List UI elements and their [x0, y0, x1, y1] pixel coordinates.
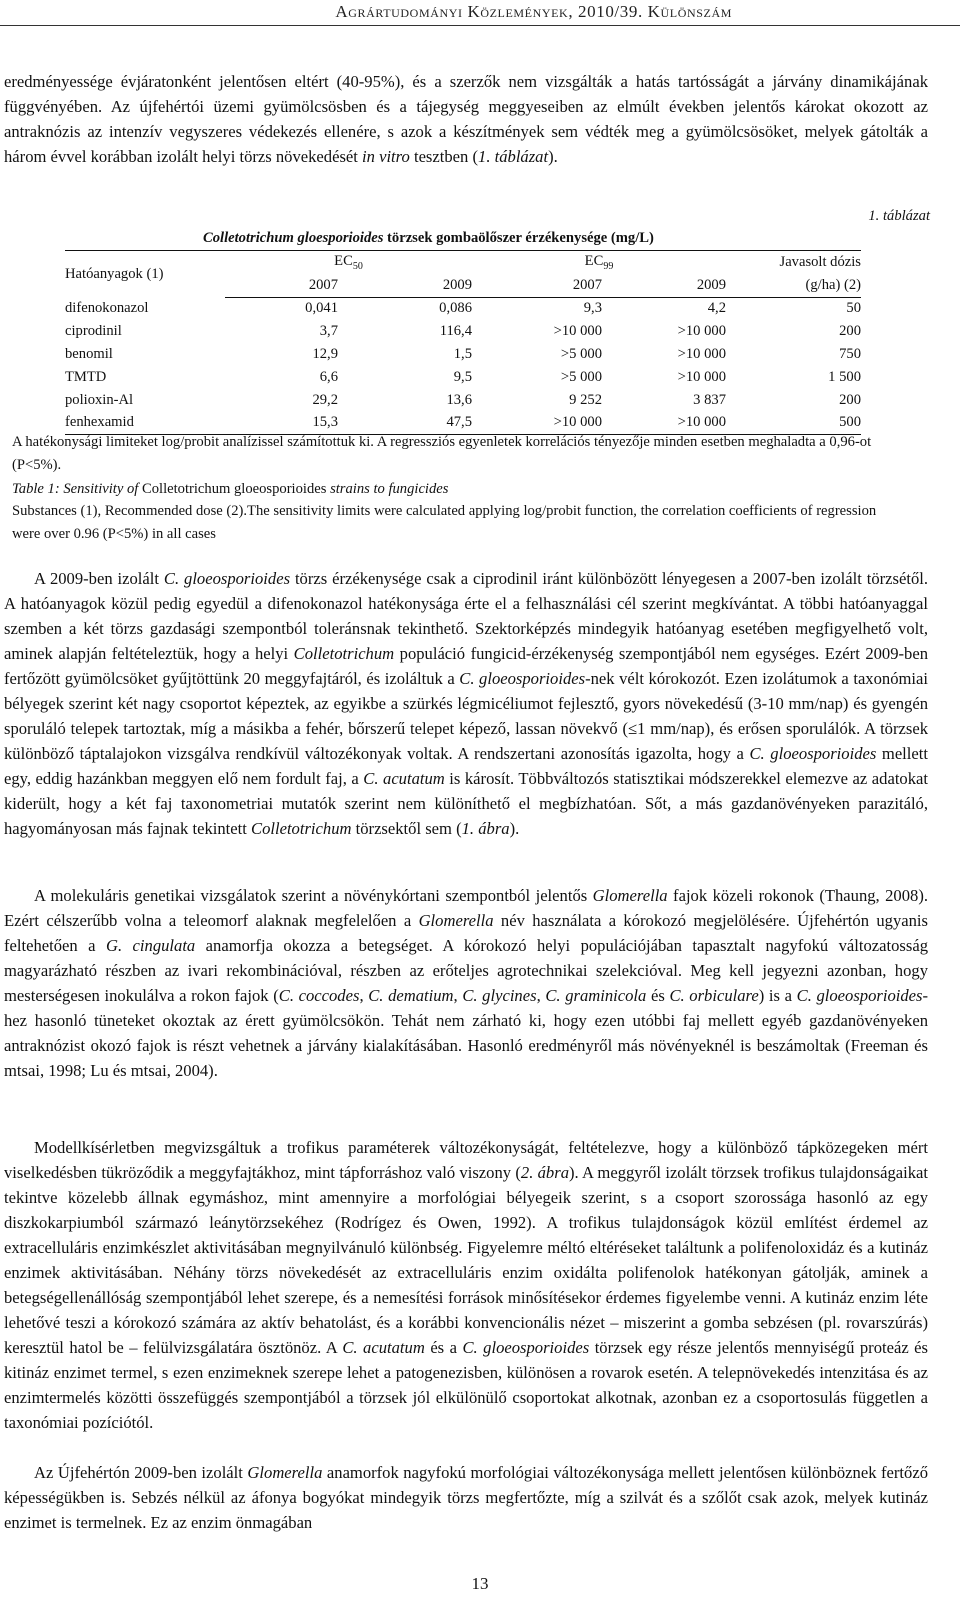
- ec99-2009: >10 000: [602, 412, 726, 435]
- ec99-2007: 9,3: [583, 300, 602, 317]
- substance-name: polioxin-Al: [65, 391, 134, 408]
- ec50-2007: 3,7: [319, 323, 338, 340]
- ec99-2007: >10 000: [553, 323, 602, 340]
- ec50-2009: 1,5: [453, 346, 472, 363]
- table-row: [65, 389, 861, 412]
- col-dose-line2: (g/ha) (2): [726, 274, 861, 297]
- dose: 500: [726, 412, 861, 435]
- substance-name: ciprodinil: [65, 323, 122, 340]
- ec99-2009: >10 000: [677, 323, 726, 340]
- ec50-2009: 13,6: [446, 391, 472, 408]
- dose: 1 500: [828, 368, 861, 385]
- dose: 50: [846, 300, 861, 317]
- ec50-2007: 15,3: [225, 412, 338, 435]
- ec99-2009: 3 837: [693, 391, 726, 408]
- paragraph-infection: Az Újfehértón 2009-ben izolált Glomerella anamorfok nagyfokú morfológiai változékonysága mellett jelentősen különböznek fertőző képességükben is. Sebzés nélkül az áfonya bogyókat mindegyik törzs megfertőzte, míg a szilvát és a szőlőt csak azok, melyek kutináz enzimet is termelnek. Ez az enzim önmagában: [4, 1463, 929, 1532]
- ec99-2009: >10 000: [677, 368, 726, 385]
- ec50-2009: 47,5: [338, 412, 472, 435]
- substance-name: fenhexamid: [65, 412, 225, 435]
- year-cell: 2009: [602, 274, 726, 297]
- ec99-2007: >10 000: [472, 412, 602, 435]
- col-dose-line1: Javasolt dózis: [779, 253, 861, 270]
- paragraph-results: A 2009-ben izolált C. gloeosporioides törzs érzékenysége csak a ciprodinil iránt különbözött lényegesen a 2007-ben izolált törzsétől. A hatóanyagok közül pedig egyedül a difenokonazol hatékonysága érte el a felhasználási cél szerint megkívántat. A többi hatóanyaggal szemben a két törzs gazdasági szempontból toleránsnak tekinthető. Szektorképzés mindegyik hatóanyag esetében megfigyelhető volt, aminek alapján feltételeztük, hogy a helyi Colletotrichum populáció fungicid-érzékenység szempontjából nem egységes. Ezért 2009-ben fertőzött gyümölcsöket gyűjtöttünk 20 meggyfajtáról, és izoláltuk a C. gloeosporioides-nek vélt kórokozót. Ezen izolátumok a taxonómiai bélyegek szerint két nagy csoportot képeztek, az egyikbe a szürkés légmicéliumot fejlesztő, gyors növekedésű (3-10 mm/nap) és gyengén sporuláló telepek tartoztak, míg a másikba a fehér, bőrszerű telepet képező, lassan növekvő (≤1 mm/nap), és erősen sporulálók. A törzsek különböző táptalajokon vizsgálva rendkívül változékonyak voltak. A rendszertani azonosítás igazolta, hogy a C. gloeosporioides mellett egy, eddig hazánkban meggyen elő nem fordult faj, a C. acutatum is károsít. Többváltozós statisztikai módszerekkel elemezve az adatokat kiderült, hogy a két faj taxonometriai mutatók szerint nem különíthető el megbízhatóan. Sőt, a más gazdanövényeken parazitáló, hagyományosan más fajnak tekintett Colletotrichum törzsektől sem (1. ábra).: [4, 569, 928, 838]
- table-note-hu: A hatékonysági limiteket log/probit analízissel számítottuk ki. A regressziós egyenletek korrelációs tényezője minden esetben meghaladta a 0,96-ot (P<5%).: [12, 434, 872, 473]
- year-cell: 2007: [472, 274, 602, 297]
- paragraph-intro: eredményessége évjáratonként jelentősen eltért (40-95%), és a szerzők nem vizsgálták a hatás tartósságát a járvány dinamikájának függvényében. Az újfehértói üzemi gyümölcsösben és a tájegység meggyeseiben az elmúlt években jelentős károkat okozott az antraknózis az intenzív vegyszeres védekezés ellenére, s azok a készítmények sem védték meg a gyümölcsösöket, melyek gátolták a három évvel korábban izolált helyi törzs növekedését in vitro tesztben (1. táblázat).: [4, 72, 928, 166]
- table-row: [65, 320, 861, 343]
- col-substance: Hatóanyagok (1): [65, 265, 164, 282]
- year-cell: 2007: [225, 274, 338, 297]
- dose: 200: [839, 391, 861, 408]
- substance-name: benomil: [65, 346, 113, 363]
- ec99-2009: >10 000: [677, 346, 726, 363]
- ec50-2009: 116,4: [439, 323, 472, 340]
- header-rule: [0, 25, 960, 26]
- substance-name: difenokonazol: [65, 300, 149, 317]
- paragraph-trophic: Modellkísérletben megvizsgáltuk a trofikus paraméterek változékonyságát, feltételezve, hogy a különböző tápközegeken mért viselkedésben tükröződik a meggyfajtákhoz, mint tápforráshoz való viszony (2. ábra). A meggyről izolált törzsek trofikus tulajdonságaikat tekintve közelebb állnak egymáshoz, mint amennyire a morfológiai bélyegeik szerint, s a csoport szorossága hasonló az egy diszkokarpiumból származó leánytörzsekéhez (Rodrígez és Owen, 1992). A trofikus tulajdonságok közül említést érdemel az extracelluláris enzimkészlet aktivitásában megnyilvánuló különbség. Figyelemre méltó eltéréseket találtunk a polifenoloxidáz és a kutináz enzimek aktivitásában. Néhány törzs növekedését az extracelluláris enzim oxidálta polifenolok hatékonyan gátolják, aminek a betegségellenállóság szempontjából lehet szerepe, és a nemesítési források minősítésekor érdemes figyelembe venni. A kutináz enzim léte lehetővé teszi a kórokozó számára az aktív behatolást, és a korábbi konvencionális nézet – miszerint a gomba sebzésen (pl. rovarszúrás) keresztül hatol be – felülvizsgálatára ösztönöz. A C. acutatum és a C. gloeosporioides törzsek egy része jelentős mennyiségű proteáz és kitináz enzimet termel, s ezen enzimeknek szerepe lehet a patogenezisben, különösen a rovarok esetén. A telepnövekedés intenzitása és az enzimtermelés közötti összefüggés szempontjából a törzsek jól elkülönülő csoportokat alkotnak, azonban ez a csoportosulás független a taxonómiai pozíciótól.: [4, 1138, 929, 1432]
- ec50-2007: 6,6: [319, 368, 338, 385]
- ec50-2007: 0,041: [305, 300, 338, 317]
- ec99-2007: >5 000: [560, 368, 602, 385]
- table-note-en: Substances (1), Recommended dose (2).The sensitivity limits were calculated applying log/probit function, the correlation coefficients of regression were over 0.96 (P<5%) in all cases: [12, 503, 877, 542]
- ec50-2009: 0,086: [439, 300, 472, 317]
- substance-name: TMTD: [65, 368, 107, 385]
- ec99-2007: >5 000: [560, 346, 602, 363]
- table-row: [65, 343, 861, 366]
- journal-title: Agrártudományi Közlemények, 2010/39. Különszám: [335, 2, 732, 21]
- table-row: [65, 297, 861, 320]
- table-title-en: Table 1: Sensitivity of Colletotrichum gloeosporioides strains to fungicides: [12, 481, 449, 497]
- table-label: 1. táblázat: [868, 208, 930, 224]
- ec50-2007: 12,9: [312, 346, 338, 363]
- year-cell: 2009: [338, 274, 472, 297]
- dose: 750: [839, 346, 861, 363]
- ec50-2007: 29,2: [312, 391, 338, 408]
- table-caption: Colletotrichum gloesporioides törzsek gombaölőszer érzékenysége (mg/L): [203, 230, 654, 246]
- fungicide-sensitivity-table: [65, 250, 861, 435]
- col-ec99: $EC_{99}$: [584, 252, 614, 272]
- ec99-2007: 9 252: [569, 391, 602, 408]
- running-header: [0, 0, 960, 26]
- ec50-2009: 9,5: [453, 368, 472, 385]
- dose: 200: [839, 323, 861, 340]
- page-number: 13: [471, 1574, 489, 1593]
- paragraph-molecular: A molekuláris genetikai vizsgálatok szerint a növénykórtani szempontból jelentős Glomerella fajok közeli rokonok (Thaung, 2008). Ezért célszerűbb volna a teleomorf alaknak megfelelően a Glomerella név használata a kórokozó megjelölésére. Újfehértón ugyanis feltehetően a G. cingulata anamorfja okozza a betegséget. A kórokozó helyi populációjában tapasztalt nagyfokú változatosság magyarázható részben az ivari rekombinációval, részben az erőteljes agrotechnikai szelekcióval. Meg kell jegyezni azonban, hogy mesterségesen inokulálva a rokon fajok (C. coccodes, C. dematium, C. glycines, C. graminicola és C. orbiculare) is a C. gloeosporioides-hez hasonló tüneteket okoztak az érett gyümölcsökön. Tehát nem zárható ki, hogy ezen utóbbi faj mellett egyéb gazdanövényeken antraknózist okozó fajok is részt vehetnek a járvány kialakításában. Hasonló eredményről más növényeknél is beszámoltak (Freeman és mtsai, 1998; Lu és mtsai, 2004).: [4, 886, 929, 1080]
- table-header-row: [65, 251, 861, 274]
- col-ec50: $EC_{50}$: [334, 252, 363, 272]
- table-row: [65, 366, 861, 389]
- ec99-2009: 4,2: [707, 300, 726, 317]
